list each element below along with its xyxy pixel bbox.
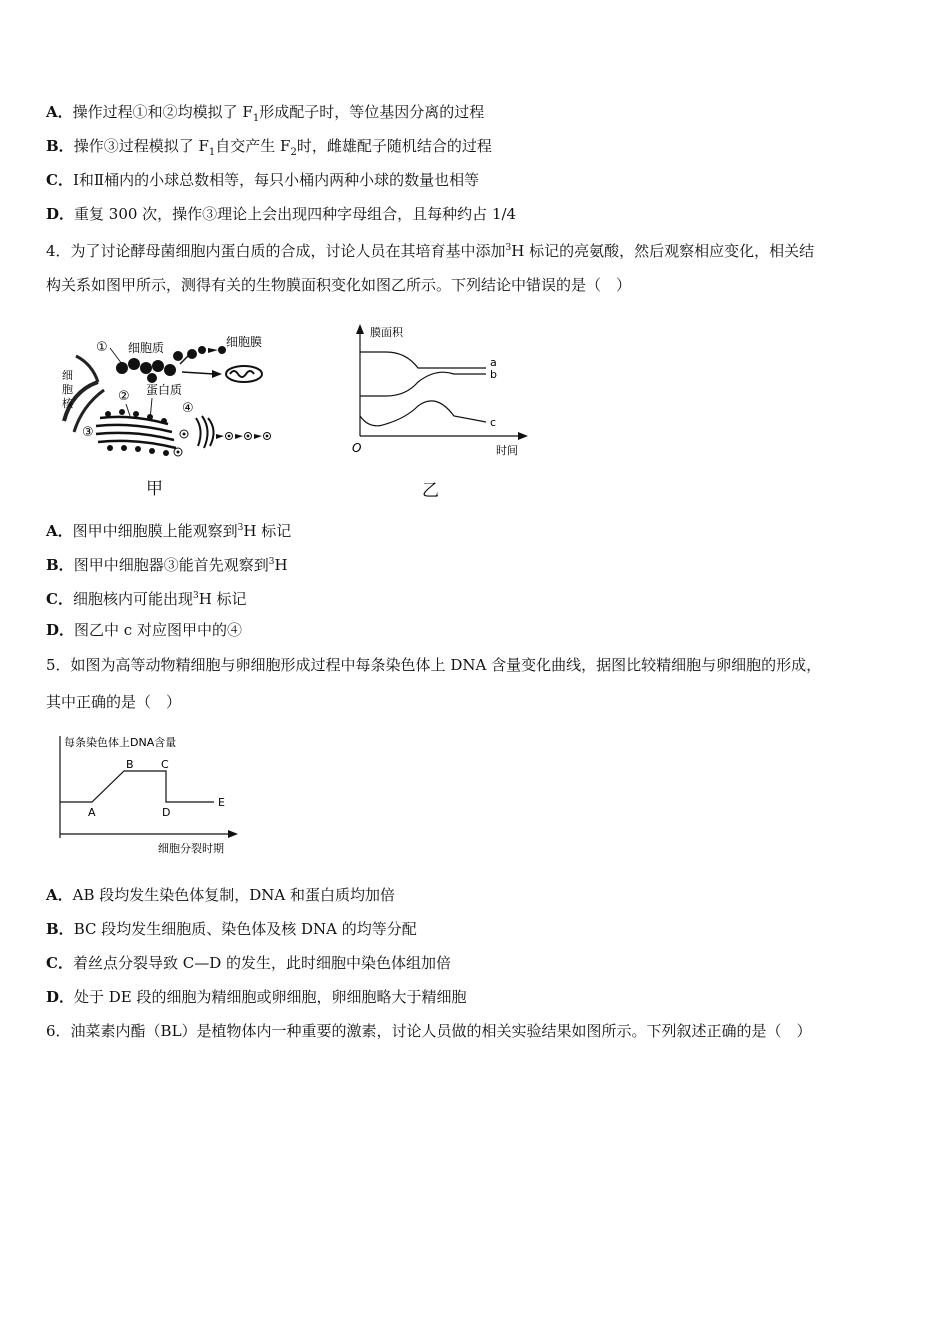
option-text: 时，雌雄配子随机结合的过程: [296, 137, 492, 155]
superscript: 3: [192, 591, 199, 601]
x-axis-label: 细胞分裂时期: [158, 842, 224, 855]
q5-option-c: [46, 953, 451, 973]
subscript: 2: [290, 147, 297, 158]
q5-option-b: [46, 919, 417, 939]
q5-stem-line2: 其中正确的是（ ）: [46, 693, 182, 711]
point-a-label: A: [88, 806, 96, 819]
dna-curve: [60, 771, 214, 802]
option-text: 着丝点分裂导致 C—D 的发生，此时细胞中染色体组加倍: [72, 954, 451, 972]
q4-stem-line1: [46, 238, 814, 261]
point-b-label: B: [126, 758, 134, 771]
stem-text: 4．为了讨论酵母菌细胞内蛋白质的合成，讨论人员在其培育基中添加: [46, 242, 506, 260]
curve-a-label: a: [490, 356, 497, 369]
option-text: 图甲中细胞膜上能观察到: [72, 522, 238, 540]
figure-jia: [52, 326, 302, 466]
figure-jia-caption: 甲: [146, 479, 163, 499]
option-text: 操作③过程模拟了 F: [73, 137, 209, 155]
label-4: ④: [182, 401, 194, 416]
option-text: H 标记: [243, 522, 292, 540]
curve-c-label: c: [490, 416, 497, 429]
option-text: Ⅰ和Ⅱ桶内的小球总数相等，每只小桶内两种小球的数量也相等: [72, 171, 480, 189]
curve-a: [360, 352, 486, 368]
option-prefix: A．: [46, 886, 73, 904]
origin-label: O: [352, 441, 362, 455]
curve-b: [360, 372, 486, 396]
y-axis-label: 膜面积: [370, 326, 403, 339]
q4-option-d: [46, 620, 242, 640]
option-text: 自交产生 F: [215, 137, 291, 155]
x-axis-label: 时间: [496, 444, 518, 457]
option-prefix: B．: [46, 556, 74, 574]
nucleus-label-2: 胞: [62, 383, 73, 396]
option-prefix: B．: [46, 137, 74, 155]
option-text: 图乙中 c 对应图甲中的④: [74, 621, 242, 639]
option-prefix: C．: [46, 590, 73, 608]
point-e-label: E: [218, 796, 225, 809]
option-text: 重复 300 次，操作③理论上会出现四种字母组合，且每种约占 1/4: [74, 205, 517, 223]
q4-option-a: [46, 518, 291, 541]
cytoplasm-label: 细胞质: [128, 341, 165, 355]
option-prefix: C．: [46, 954, 73, 972]
option-prefix: C．: [46, 171, 73, 189]
q4-option-c: [46, 586, 247, 609]
protein-label: 蛋白质: [146, 383, 183, 397]
label-3: ③: [82, 425, 94, 440]
membrane-label: 细胞膜: [226, 335, 263, 349]
option-prefix: B．: [46, 920, 74, 938]
superscript: 3: [505, 243, 512, 253]
option-text: 图甲中细胞器③能首先观察到: [73, 556, 269, 574]
option-prefix: A．: [46, 522, 73, 540]
figure-yi-caption: 乙: [422, 481, 439, 501]
subscript: 1: [208, 147, 216, 158]
subscript: 1: [252, 113, 260, 124]
q5-option-d: [46, 987, 467, 1007]
q6-stem: 6．油菜素内酯（BL）是植物体内一种重要的激素，讨论人员做的相关实验结果如图所示。下列叙述正确的是（ ）: [46, 1022, 812, 1040]
option-text: 操作过程①和②均模拟了 F: [72, 103, 253, 121]
option-text: AB 段均发生染色体复制，DNA 和蛋白质均加倍: [72, 886, 396, 904]
option-text: 处于 DE 段的细胞为精细胞或卵细胞，卵细胞略大于精细胞: [74, 988, 467, 1006]
option-text: 形成配子时，等位基因分离的过程: [259, 103, 485, 121]
option-text: H 标记: [198, 590, 247, 608]
superscript: 3: [268, 557, 275, 567]
q3-option-a: [46, 102, 484, 129]
q4-stem-line2: 构关系如图甲所示，测得有关的生物膜面积变化如图乙所示。下列结论中错误的是（ ）: [46, 276, 632, 294]
option-text: 细胞核内可能出现: [72, 590, 193, 608]
figure-yi: [346, 322, 536, 462]
q4-option-b: [46, 552, 288, 575]
curve-b-label: b: [490, 368, 497, 381]
option-prefix: D．: [46, 988, 75, 1006]
point-c-label: C: [161, 758, 169, 771]
q5-option-a: [46, 885, 395, 905]
superscript: 3: [237, 523, 244, 533]
q3-option-c: [46, 170, 479, 190]
label-2: ②: [118, 389, 130, 404]
option-prefix: D．: [46, 621, 75, 639]
q5-stem-line1: 5．如图为高等动物精细胞与卵细胞形成过程中每条染色体上 DNA 含量变化曲线，据图比较精细胞与卵细胞的形成，: [46, 656, 822, 674]
nucleus-label-1: 细: [62, 369, 73, 382]
option-text: H: [274, 556, 288, 574]
q3-option-d: [46, 204, 516, 224]
point-d-label: D: [162, 806, 171, 819]
option-prefix: A．: [46, 103, 73, 121]
figure-q5-chart: [52, 730, 242, 858]
stem-text: H 标记的亮氨酸，然后观察相应变化，相关结: [511, 242, 815, 260]
nucleus-label-3: 核: [62, 397, 73, 410]
curve-c: [360, 401, 486, 426]
label-1: ①: [96, 340, 108, 355]
q3-option-b: [46, 136, 492, 163]
option-prefix: D．: [46, 205, 75, 223]
option-text: BC 段均发生细胞质、染色体及核 DNA 的均等分配: [73, 920, 417, 938]
y-axis-label: 每条染色体上DNA含量: [64, 736, 177, 749]
